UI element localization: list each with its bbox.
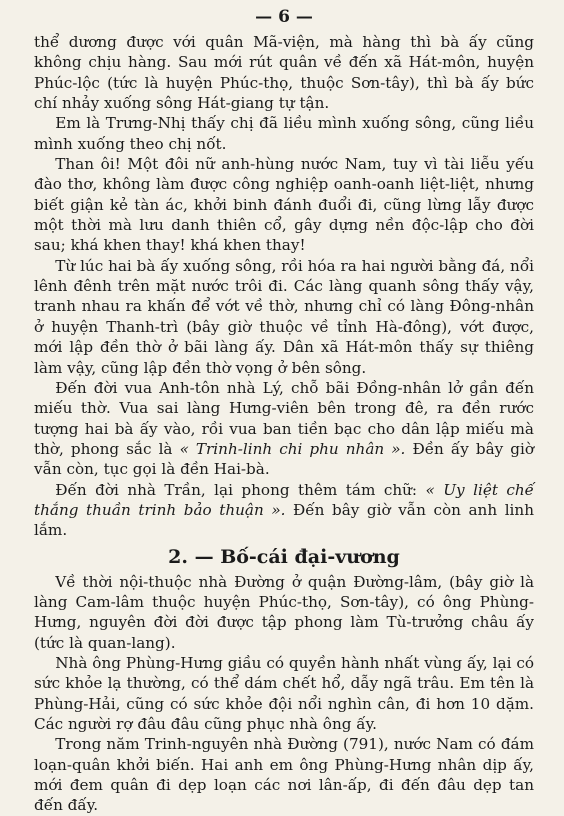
paragraph: Em là Trưng-Nhị thấy chị đã liều mình xuống sông, cũng liều mình xuống theo chị nốt. xyxy=(34,114,534,153)
quote-title: « Uy liệt chế thắng thuần trinh bảo thuận ». xyxy=(34,480,535,519)
paragraph-text: Đền ấy bây giờ vẫn còn, tục gọi là đền Hai-bà. xyxy=(34,439,534,479)
paragraph-text: Đến đời nhà Trần, lại phong thêm tám chữ: xyxy=(55,480,418,499)
page-number: — 6 — xyxy=(255,7,313,27)
paragraph: Trong năm Trinh-nguyên nhà Đường (791), nước Nam có đám loạn-quân khởi biến. Hai anh em ông Phùng-Hưng nhân dịp ấy, mới đem quân đi dẹp loạn các nơi lân-ấp, đi đến đâu dẹp tan đến đấy. xyxy=(34,735,534,815)
quote-title: « Trinh-linh chi phu nhân ». xyxy=(179,439,406,458)
paragraph: Từ lúc hai bà ấy xuống sông, rồi hóa ra hai người bằng đá, nổi lênh đênh trên mặt nước trôi đi. Các làng quanh sông thấy vậy, tranh nhau ra khấn để vớt về thờ, nhưng chỉ có làng Đông-nhân ở huyện Thanh-trì (bây giờ thuộc về tỉnh Hà-đông), vớt được, mới lập đền thờ ở bãi làng ấy. Dân xã Hát-môn thấy sự thiêng làm vậy, cũng lập đền thờ vọng ở bên sông. xyxy=(34,256,534,377)
page-body xyxy=(34,32,534,816)
paragraph-text: Đến bây giờ vẫn còn anh linh lắm. xyxy=(34,500,534,540)
paragraph xyxy=(34,480,534,541)
paragraph: Than ôi! Một đôi nữ anh-hùng nước Nam, tuy vì tài liễu yếu đào thơ, không làm được công nghiệp oanh-oanh liệt-liệt, nhưng biết giận kẻ tàn ác, khởi binh đánh đuổi đi, cũng lừng lẫy được một thời mà lưu danh thiên cổ, gây dựng nền độc-lập cho đời sau; khá khen thay! khá khen thay! xyxy=(34,155,534,255)
paragraph-text: Đến đời vua Anh-tôn nhà Lý, chỗ bãi Đồng-nhân lở gần đến miếu thờ. Vua sai làng Hưng-viên bên trong đê, ra đền rước tượng hai bà ấy vào, rồi vua ban tiền bạc cho dân lập miếu mà thờ, phong sắc là xyxy=(34,378,534,458)
paragraph: Về thời nội-thuộc nhà Đường ở quận Đường-lâm, (bây giờ là làng Cam-lâm thuộc huyện Phúc-thọ, Sơn-tây), có ông Phùng-Hưng, nguyên đời đời được tập phong làm Tù-trưởng châu ấy (tức là quan-lang). xyxy=(34,572,534,652)
paragraph: Nhà ông Phùng-Hưng giầu có quyền hành nhất vùng ấy, lại có sức khỏe lạ thường, có thể dám chết hổ, dẫy ngã trâu. Em tên là Phùng-Hải, cũng có sức khỏe đội nổi nghìn cân, đi hơn 10 dặm. Các người rợ đâu đâu cũng phục nhà ông ấy. xyxy=(34,653,534,733)
paragraph xyxy=(34,378,534,480)
paragraph: thể dương được với quân Mã-viện, mà hàng thì bà ấy cũng không chịu hàng. Sau mới rút quân về đến xã Hát-môn, huyện Phúc-lộc (tức là huyện Phúc-thọ, thuộc Sơn-tây), thì bà ấy bức chí nhảy xuống sông Hát-giang tự tận. xyxy=(34,33,534,113)
section-heading: 2. — Bố-cái đại-vương xyxy=(168,545,400,568)
